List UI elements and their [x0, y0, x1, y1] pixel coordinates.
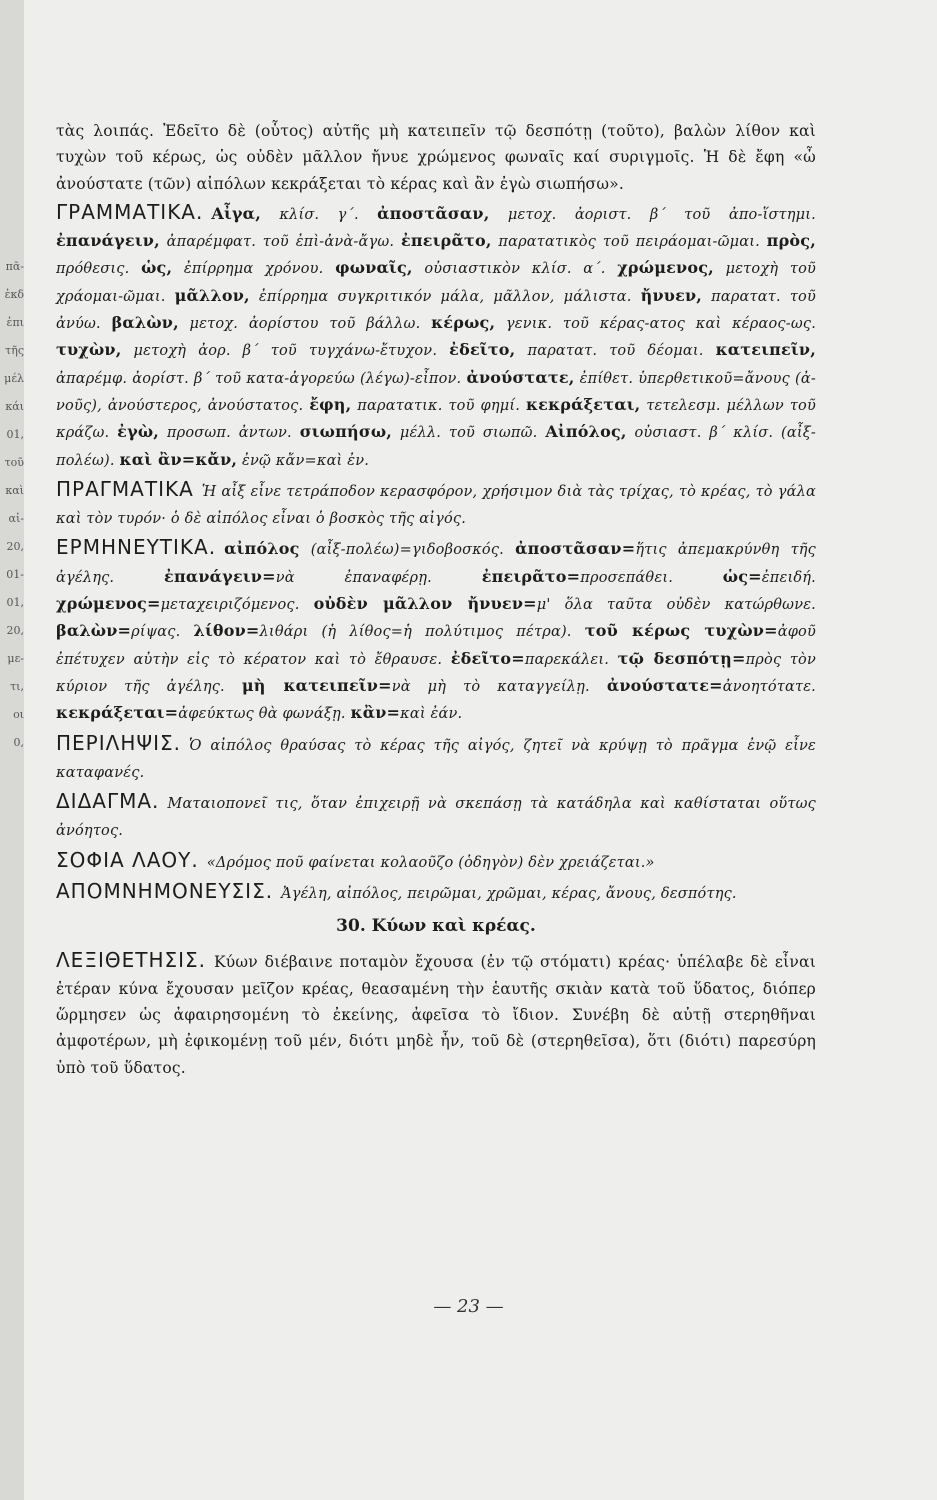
grammatika-body — [56, 205, 816, 469]
lemma-term: ἀνούστατε= — [606, 675, 723, 695]
gloss-text: προσωπ. ἀντων. — [159, 425, 300, 442]
lemma-term: Αἶγα, — [211, 203, 261, 223]
lemma-term: ἐδεῖτο= — [450, 648, 525, 668]
ermineftika-section — [56, 534, 816, 727]
gloss-text: παρατατικ. τοῦ φημί. — [351, 397, 526, 414]
didagma-section — [56, 788, 816, 845]
gloss-text: παρεκάλει. — [524, 651, 618, 668]
lemma-term: ἐπανάγειν, — [56, 231, 160, 251]
lemma-term: βαλὼν, — [111, 313, 179, 333]
margin-fragment: 20, — [6, 624, 24, 637]
gloss-text: μεταχειριζόμενος. — [160, 597, 314, 614]
gloss-text: γενικ. τοῦ κέρας-ατος καὶ κέραος-ως. — [495, 316, 816, 333]
gloss-text: ἐπίθετ. ὑπερθετικοῦ=ἄνους (ἀ-νοῦς), ἀνούστερος, ἀνούστατος. — [56, 370, 817, 414]
apomnimonefsis-heading: ΑΠΟΜΝΗΜΟΝΕΥΣΙΣ. — [56, 879, 274, 904]
apomnimonefsis-body: Ἀγέλη, αἰπόλος, πειρῶμαι, χρῶμαι, κέρας, ἄνους, δεσπότης. — [281, 886, 737, 903]
lemma-term: κεκράξεται, — [525, 394, 641, 414]
pragmatika-section — [56, 476, 816, 533]
gloss-text: ἐπίρρημα χρόνου. — [172, 261, 336, 278]
gloss-text: παρατατ. τοῦ δέομαι. — [515, 343, 716, 360]
lexithetisis-section — [56, 947, 816, 1080]
gloss-text: καὶ ἐάν. — [400, 706, 463, 723]
page-content — [56, 118, 816, 1083]
margin-fragment: μέλ — [4, 372, 24, 385]
lemma-term: ἐπειρᾶτο, — [400, 231, 492, 251]
lemma-term: κέρως, — [431, 313, 496, 333]
gloss-text: (αἶξ-πολέω)=γιδοβοσκός. — [299, 542, 516, 559]
margin-fragment: με- — [7, 652, 24, 665]
gloss-text: μ' ὅλα ταῦτα οὐδὲν κατώρθωνε. — [536, 597, 816, 614]
margin-fragment: τι, — [10, 680, 24, 693]
lemma-term: ἀποστᾶσαν, — [377, 203, 490, 223]
lemma-term: σιωπήσω, — [299, 422, 393, 442]
ermineftika-heading: ΕΡΜΗΝΕΥΤΙΚΑ. — [56, 535, 217, 560]
margin-fragment: 01, — [6, 428, 24, 441]
gloss-text: ἀφοῦ ἐπέτυχεν αὐτὴν εἰς τὸ κέρατον καὶ τὸ ἔθραυσε. — [56, 624, 816, 668]
previous-page-edge — [0, 0, 24, 1500]
lemma-term: πρὸς, — [766, 231, 816, 251]
gloss-text: οὐσιαστικὸν κλίσ. α΄. — [412, 261, 618, 278]
lemma-term: βαλὼν= — [56, 621, 132, 641]
gloss-text: ἀπαρέμφατ. τοῦ ἐπὶ-ἀνὰ-ἄγω. — [159, 234, 401, 251]
page-number: — 23 — — [433, 1296, 504, 1317]
lemma-term: τῷ δεσπότῃ= — [617, 648, 746, 668]
gloss-text: ἐνῷ κἄν=καὶ ἐν. — [237, 452, 370, 469]
lemma-term: οὐδὲν μᾶλλον ἤνυεν= — [313, 594, 537, 614]
gloss-text: παρατατικὸς τοῦ πειράομαι-ῶμαι. — [491, 234, 767, 251]
gloss-text: πρόθεσις. — [56, 261, 142, 278]
perilipsis-body: Ὁ αἰπόλος θραύσας τὸ κέρας τῆς αἰγός, ζητεῖ νὰ κρύψῃ τὸ πρᾶγμα ἐνῷ εἶνε καταφανές. — [56, 737, 816, 781]
lemma-term: τοῦ κέρως τυχὼν= — [584, 621, 778, 641]
lexithetisis-body: Κύων διέβαινε ποταμὸν ἔχουσα (ἐν τῷ στόματι) κρέας· ὑπέλαβε δὲ εἶναι ἑτέραν κύνα ἔχουσαν μεῖζον κρέας, θεασαμένη τὴν ἑαυτῆς σκιὰν κατὰ τοῦ ὕδατος, διόπερ ὥρμησεν ὡς ἀφαιρησομένη τὸ ἐκείνης, ἀφεῖσα τὸ ἴδιον. Συνέβη δὲ αὐτῇ στερηθῆναι ἀμφοτέρων, μὴ ἐφικομένῃ τοῦ μέν, διότι μηδὲ ἦν, τοῦ δὲ (στερηθεῖσα), ὅτι (διότι) παρεσύρη ὑπὸ τοῦ ὕδατος. — [56, 953, 816, 1077]
lemma-term: τυχὼν, — [56, 340, 122, 360]
ermineftika-body — [56, 540, 816, 722]
lexithetisis-heading: ΛΕΞΙΘΕΤΗΣΙΣ. — [56, 948, 207, 973]
gloss-text: ἀφεύκτως θὰ φωνάξῃ. — [178, 706, 351, 723]
lemma-term: αἰπόλος — [224, 539, 300, 559]
gloss-text: μέλλ. τοῦ σιωπῶ. — [392, 425, 546, 442]
intro-paragraph: τὰς λοιπάς. Ἐδεῖτο δὲ (οὗτος) αὐτῆς μὴ κατειπεῖν τῷ δεσπότῃ (τοῦτο), βαλὼν λίθον καὶ τυχὼν τοῦ κέρως, ὡς οὐδὲν μᾶλλον ἤνυε χρώμενος φωναῖς καί συριγμοῖς. Ἡ δὲ ἔφη «ὦ ἀνούστατε (τῶν) αἰπόλων κεκράξεται τὸ κέρας καὶ ἂν ἐγὼ σιωπήσω». — [56, 122, 816, 193]
apomnimonefsis-section — [56, 878, 816, 907]
lemma-term: λίθον= — [193, 621, 260, 641]
margin-fragment: 20, — [6, 540, 24, 553]
gloss-text: ἐπειδή. — [761, 569, 816, 586]
lemma-term: ἐπανάγειν= — [164, 566, 276, 586]
lemma-term: κεκράξεται= — [56, 703, 179, 723]
lemma-term: ἔφη, — [309, 394, 352, 414]
sofia-laou-heading: ΣΟΦΙΑ ΛΑΟΥ. — [56, 847, 199, 872]
gloss-text: νὰ ἐπαναφέρῃ. — [275, 569, 482, 586]
gloss-text: μετοχ. ἀορίστου τοῦ βάλλω. — [178, 316, 432, 333]
margin-fragment: 01, — [6, 596, 24, 609]
gloss-text: παρατατ. τοῦ ἀνύω. — [56, 288, 817, 333]
lemma-term: φωναῖς, — [335, 258, 413, 278]
margin-fragment: τοῦ — [4, 456, 24, 469]
lemma-term: μᾶλλον, — [174, 285, 250, 305]
sofia-laou-section — [56, 847, 816, 876]
lemma-term: μὴ κατειπεῖν= — [241, 675, 392, 695]
gloss-text: κλίσ. γ΄. — [260, 206, 378, 223]
margin-fragment: τῆς — [5, 344, 24, 357]
gloss-text: λιθάρι (ἡ λίθος=ἡ πολύτιμος πέτρα). — [259, 624, 585, 641]
gloss-text: ἀνοητότατε. — [722, 678, 816, 695]
lemma-term: ἐπειρᾶτο= — [481, 566, 581, 586]
perilipsis-heading: ΠΕΡΙΛΗΨΙΣ. — [56, 730, 181, 755]
lemma-term: ἐδεῖτο, — [449, 340, 516, 360]
perilipsis-section — [56, 730, 816, 787]
didagma-heading: ΔΙΔΑΓΜΑ. — [56, 789, 160, 814]
lemma-term: κἂν= — [350, 703, 401, 723]
fable-title: 30. Κύων καὶ κρέας. — [336, 916, 536, 937]
lemma-term: ὡς, — [141, 258, 173, 278]
didagma-body: Ματαιοπονεῖ τις, ὅταν ἐπιχειρῇ νὰ σκεπάσῃ τὰ κατάδηλα καὶ καθίσταται οὕτως ἀνόητος. — [56, 796, 816, 840]
gloss-text: ἀπαρέμφ. ἀορίστ. β΄ τοῦ κατα-ἀγορεύω (λέγω)-εἶπον. — [56, 370, 467, 387]
margin-fragment: καὶ — [5, 484, 24, 497]
gloss-text: οὐσιαστ. β΄ κλίσ. (αἶξ-πολέω). — [56, 425, 816, 469]
pragmatika-heading: ΠΡΑΓΜΑΤΙΚΑ — [56, 476, 194, 501]
margin-fragment: αἱ- — [8, 512, 24, 525]
grammatika-heading: ΓΡΑΜΜΑΤΙΚΑ. — [56, 199, 204, 224]
margin-fragment: ἐκδ — [4, 288, 24, 301]
gloss-text: ρίψας. — [131, 624, 194, 641]
lemma-term: καὶ ἂν=κἄν, — [119, 449, 238, 469]
lemma-term: Αἰπόλος, — [545, 422, 627, 442]
lemma-term: ἀνούστατε, — [466, 367, 575, 387]
gloss-text: μετοχ. ἀοριστ. β΄ τοῦ ἀπο-ἵστημι. — [489, 206, 816, 223]
sofia-laou-body: «Δρόμος ποῦ φαίνεται κολαοῦζο (ὁδηγὸν) δὲν χρειάζεται.» — [206, 854, 655, 871]
margin-fragment: 01- — [6, 568, 24, 581]
gloss-text: μετοχὴ ἀορ. β΄ τοῦ τυγχάνω-ἔτυχον. — [121, 343, 450, 360]
lemma-term: κατειπεῖν, — [715, 340, 816, 360]
gloss-text: μετοχὴ τοῦ χράομαι-ῶμαι. — [56, 261, 817, 305]
lemma-term: χρώμενος, — [617, 258, 714, 278]
gloss-text: ἐπίρρημα συγκριτικόν μάλα, μᾶλλον, μάλιστα. — [249, 288, 641, 305]
pragmatika-body: Ἡ αἶξ εἶνε τετράποδον κερασφόρον, χρήσιμον διὰ τὰς τρίχας, τὸ κρέας, τὸ γάλα καὶ τὸν τυρόν· ὁ δὲ αἰπόλος εἶναι ὁ βοσκὸς τῆς αἰγός. — [56, 483, 816, 528]
margin-fragment: πᾶ- — [5, 260, 24, 273]
margin-fragment: 0, — [13, 736, 24, 749]
lemma-term: ἀποστᾶσαν= — [515, 539, 636, 559]
lemma-term: χρώμενος= — [56, 594, 161, 614]
margin-fragment: οι — [13, 708, 24, 721]
lemma-term: ἤνυεν, — [640, 285, 703, 305]
gloss-text: τετελεσμ. μέλλων τοῦ κράζω. — [56, 397, 816, 442]
margin-fragment: κάι — [5, 400, 24, 413]
gloss-text: πρὸς τὸν κύριον τῆς ἀγέλης. — [56, 651, 816, 695]
lemma-term: ἐγὼ, — [117, 422, 160, 442]
gloss-text: ἥτις ἀπεμακρύνθη τῆς ἀγέλης. — [56, 542, 816, 586]
lemma-term: ὡς= — [722, 566, 762, 586]
gloss-text: νὰ μὴ τὸ καταγγείλῃ. — [391, 678, 607, 695]
grammatika-section — [56, 199, 816, 474]
margin-fragment: ἐπι — [6, 316, 24, 329]
gloss-text: προσεπάθει. — [580, 569, 723, 586]
